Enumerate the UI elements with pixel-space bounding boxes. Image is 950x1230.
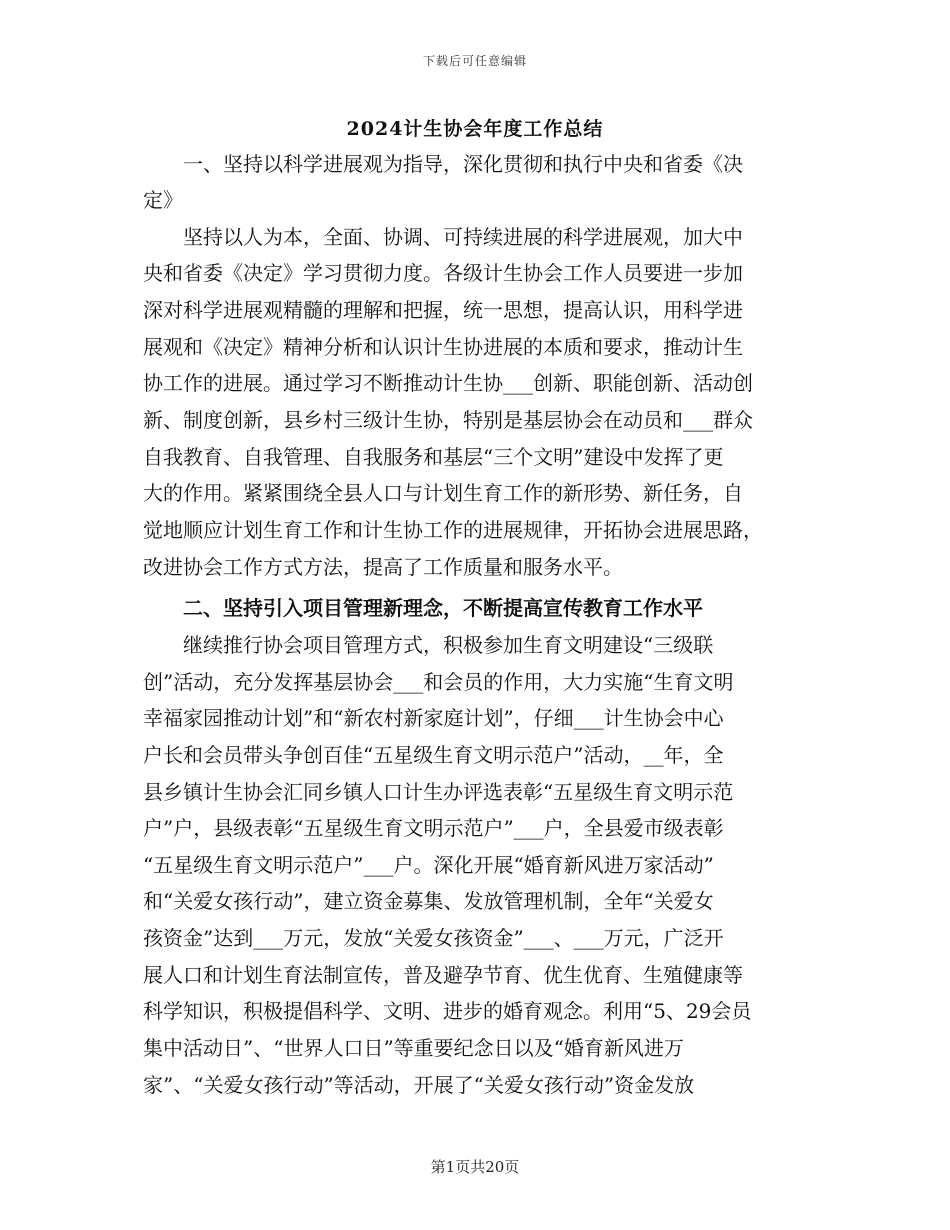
document-title: 2024计生协会年度工作总结 [346,118,604,140]
body-line: 坚持以人为本，全面、协调、可持续进展的科学进展观，加大中 [143,225,743,249]
body-line: “五星级生育文明示范户”___户。深化开展“婚育新风进万家活动” [143,853,714,877]
body-line: 央和省委《决定》学习贯彻力度。各级计生协会工作人员要进一步加 [143,261,743,285]
header-note: 下载后可任意编辑 [422,54,527,68]
body-line: 自我教育、自我管理、自我服务和基层“三个文明”建设中发挥了更 [143,445,724,469]
body-line: 科学知识，积极提倡科学、文明、进步的婚育观念。利用“5、29会员 [143,999,752,1023]
body-line: 孩资金”达到___万元，发放“关爱女孩资金”___、___万元，广泛开 [143,926,724,950]
body-line: 县乡镇计生协会汇同乡镇人口计生办评选表彰“五星级生育文明示范 [143,780,734,804]
body-line: 和“关爱女孩行动”，建立资金募集、发放管理机制，全年“关爱女 [143,889,714,913]
body-line: 定》 [143,188,183,212]
body-line: 户长和会员带头争创百佳“五星级生育文明示范户”活动，__年，全 [143,743,724,767]
body-line: 幸福家园推动计划”和“新农村新家庭计划”，仔细___计生协会中心 [143,706,724,730]
body-line: 家”、“关爱女孩行动”等活动，开展了“关爱女孩行动”资金发放 [143,1073,695,1097]
body-line: 大的作用。紧紧围绕全县人口与计划生育工作的新形势、新任务，自 [143,481,743,505]
section-heading: 二、坚持引入项目管理新理念，不断提高宣传教育工作水平 [143,596,703,620]
body-line: 创”活动，充分发挥基层协会___和会员的作用，大力实施“生育文明 [143,670,734,694]
body-line: 展人口和计划生育法制宣传，普及避孕节育、优生优育、生殖健康等 [143,963,743,987]
body-line: 户”户，县级表彰“五星级生育文明示范户”___户，全县爱市级表彰 [143,816,724,840]
body-line: 新、制度创新，县乡村三级计生协，特别是基层协会在动员和___群众 [143,408,753,432]
body-line: 深对科学进展观精髓的理解和把握，统一思想，提高认识，用科学进 [143,298,743,322]
body-line: 展观和《决定》精神分析和认识计生协进展的本质和要求，推动计生 [143,335,743,359]
body-line: 改进协会工作方式方法，提高了工作质量和服务水平。 [143,555,623,579]
body-line: 觉地顺应计划生育工作和计生协工作的进展规律，开拓协会进展思路， [143,518,763,542]
body-line: 继续推行协会项目管理方式，积极参加生育文明建设“三级联 [143,633,714,657]
page-footer: 第1页共20页 [430,1158,520,1176]
body-line: 集中活动日”、“世界人口日”等重要纪念日以及“婚育新风进万 [143,1036,684,1060]
body-line: 一、坚持以科学进展观为指导，深化贯彻和执行中央和省委《决 [143,152,743,176]
body-line: 协工作的进展。通过学习不断推动计生协___创新、职能创新、活动创 [143,371,753,395]
